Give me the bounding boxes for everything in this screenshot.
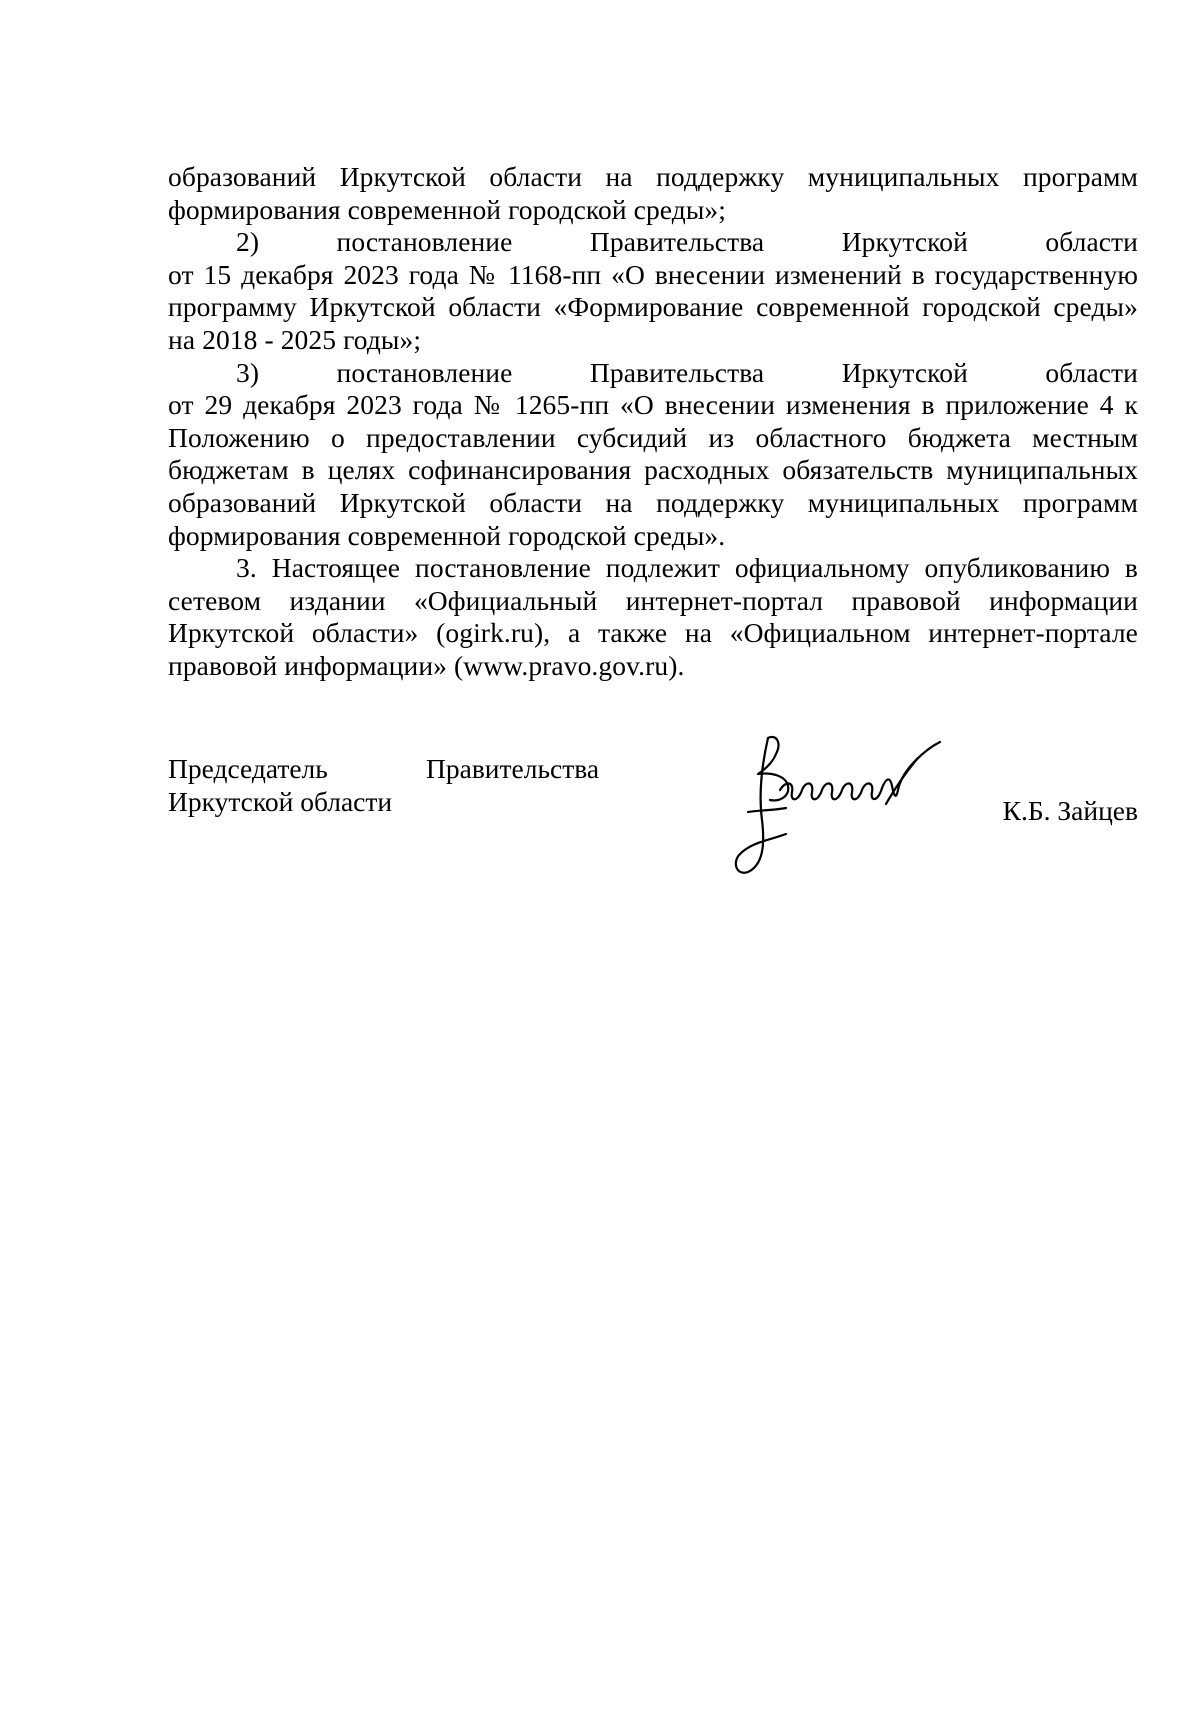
signatory-name: К.Б. Зайцев: [1002, 795, 1138, 826]
paragraph-1-line-2: формирования современной городской среды»;: [168, 193, 726, 225]
item-3-text: от 29 декабря 2023 года № 1265-пп «О внесении изменения в приложение 4 к Положению о предоставлении субсидий из областного бюджета местным бюджетам в целях софинансирования расходных обязательств муниципальных образований Иркутской области на поддержку муниципальных программ формирования современной городской среды».: [168, 389, 1138, 551]
handwritten-signature-icon: [728, 730, 958, 880]
item-2-text: от 15 декабря 2023 года № 1168-пп «О внесении изменений в государственную программу Иркутской области «Формирование современной городской среды» на 2018 - 2025 годы»;: [168, 258, 1138, 355]
document-body: [168, 161, 1138, 683]
signatory-title-word-2: Правительства: [426, 753, 600, 784]
signature-block: [168, 752, 1138, 872]
signatory-title-line-2: Иркутской области: [168, 786, 393, 817]
paragraph-1-line-1: образований Иркутской области на поддержку муниципальных программ: [168, 161, 1138, 192]
signatory-title-word-1: Председатель: [168, 753, 328, 784]
item-2-heading-line: 2) постановление Правительства Иркутской области: [236, 226, 1138, 258]
item-3-heading-line: 3) постановление Правительства Иркутской области: [236, 356, 1138, 388]
section-3-paragraph: 3. Настоящее постановление подлежит официальному опубликованию в сетевом издании «Официальный интернет-портал правовой информации Иркутской области» (ogirk.ru), а также на «Официальном интернет-портале правовой информации» (www.pravo.gov.ru).: [168, 552, 1138, 681]
